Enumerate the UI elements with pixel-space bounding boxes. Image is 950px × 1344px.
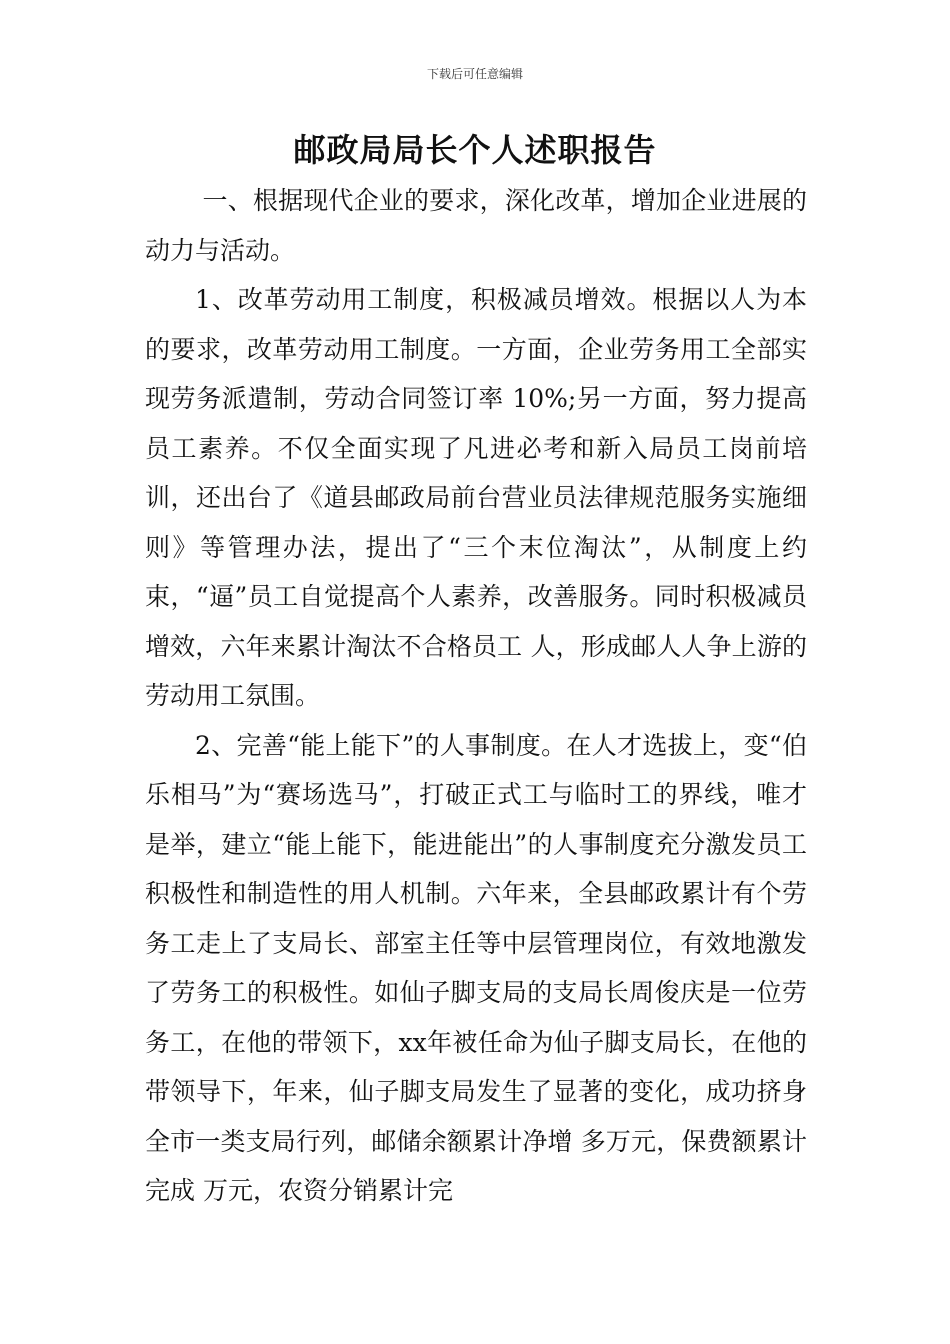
paragraph-personnel-system: 2、完善“能上能下”的人事制度。在人才选拔上，变“伯乐相马”为“赛场选马”，打破正式工与临时工的界线，唯才是举，建立“能上能下，能进能出”的人事制度充分激发员工积极性和制造性的用人机制。六年来，全县邮政累计有个劳务工走上了支局长、部室主任等中层管理岗位，有效地激发了劳务工的积极性。如仙子脚支局的支局长周俊庆是一位劳务工，在他的带领下，xx年被任命为仙子脚支局长，在他的带领导下，年来，仙子脚支局发生了显著的变化，成功挤身全市一类支局行列，邮储余额累计净增 多万元，保费额累计完成 万元，农资分销累计完 (145, 730, 807, 1205)
paragraph-section-heading: 一、根据现代企业的要求，深化改革，增加企业进展的动力与活动。 (145, 186, 807, 265)
document-body (145, 176, 807, 1216)
paragraph-labor-reform: 1、改革劳动用工制度，积极减员增效。根据以人为本的要求，改革劳动用工制度。一方面，企业劳务用工全部实现劳务派遣制，劳动合同签订率 10%;另一方面，努力提高员工素养。不仅全面实现了凡进必考和新入局员工岗前培训，还出台了《道县邮政局前台营业员法律规范服务实施细则》等管理办法，提出了“三个末位淘汰”，从制度上约束，“逼”员工自觉提高个人素养，改善服务。同时积极减员增效，六年来累计淘汰不合格员工 人，形成邮人人争上游的劳动用工氛围。 (145, 285, 807, 710)
header-note: 下载后可任意编辑 (426, 67, 523, 81)
document-title: 邮政局局长个人述职报告 (293, 131, 657, 169)
